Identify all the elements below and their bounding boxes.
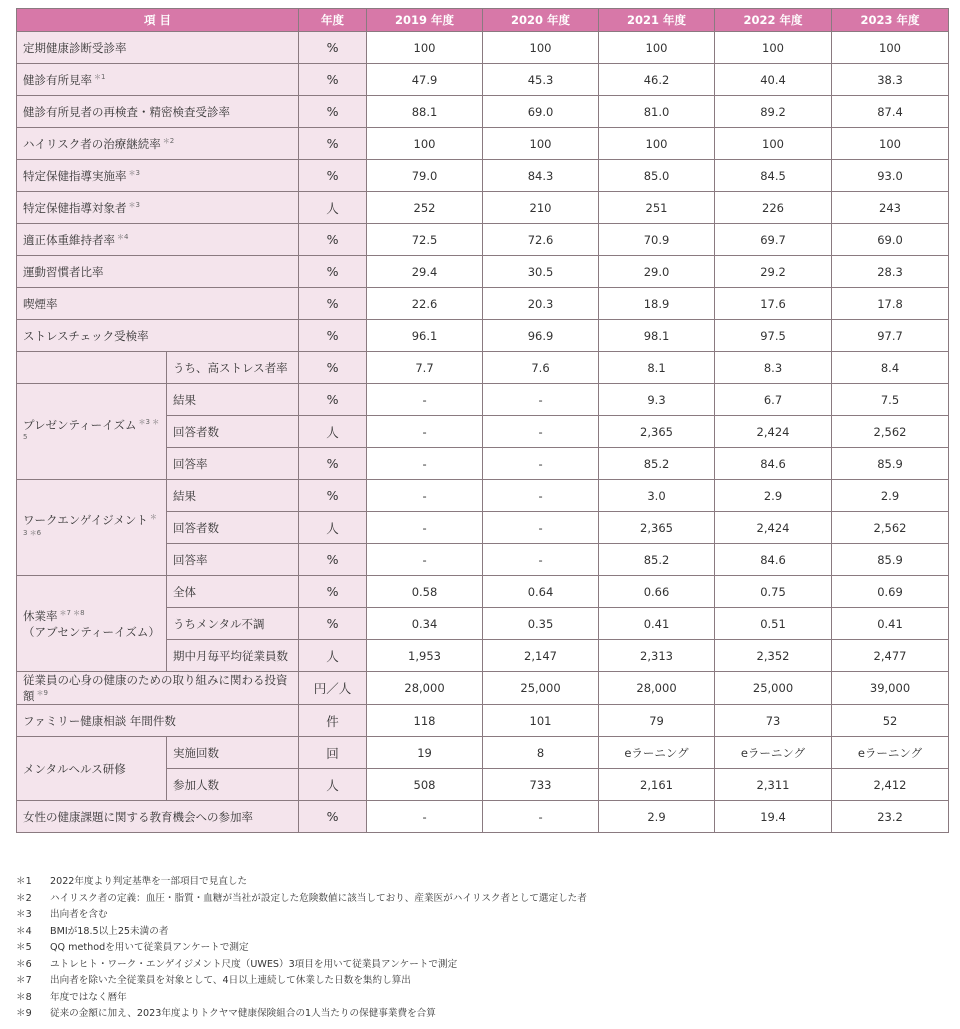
value-cell: 7.6 [483, 352, 599, 384]
footnote-ref: ＊3 ＊5 [23, 417, 160, 441]
value-cell: 23.2 [832, 801, 949, 833]
footnote [16, 990, 948, 1007]
value-cell: - [483, 544, 599, 576]
table-row [17, 480, 949, 512]
footnote-mark: ＊5 [16, 942, 32, 953]
value-cell: 96.1 [367, 320, 483, 352]
table-row [17, 705, 949, 737]
value-cell: 28.3 [832, 256, 949, 288]
row-label [17, 801, 299, 833]
sub-label: 回答率 [167, 544, 299, 576]
footnote-text: 2022年度より判定基準を一部項目で見直した [50, 876, 248, 887]
value-cell: 97.5 [715, 320, 832, 352]
footnote [16, 1006, 948, 1023]
sub-label: 回答者数 [167, 416, 299, 448]
value-cell: 9.3 [599, 384, 715, 416]
label-text: 特定保健指導実施率 [23, 168, 127, 183]
footnote-mark: ＊3 [16, 909, 32, 920]
value-cell: 2.9 [832, 480, 949, 512]
value-cell: 8.1 [599, 352, 715, 384]
value-cell: 2,562 [832, 512, 949, 544]
value-cell: 3.0 [599, 480, 715, 512]
unit-cell: % [299, 288, 367, 320]
label-text: ストレスチェック受検率 [23, 328, 149, 343]
value-cell: 2,161 [599, 769, 715, 801]
value-cell: eラーニング [599, 737, 715, 769]
sub-label: うち、高ストレス者率 [167, 352, 299, 384]
value-cell: 84.6 [715, 448, 832, 480]
value-cell: 2,365 [599, 416, 715, 448]
value-cell: 2,412 [832, 769, 949, 801]
value-cell: 0.66 [599, 576, 715, 608]
health-data-table [16, 8, 949, 833]
value-cell: 70.9 [599, 224, 715, 256]
value-cell: 2.9 [599, 801, 715, 833]
value-cell: 72.5 [367, 224, 483, 256]
unit-cell: % [299, 320, 367, 352]
table-row [17, 320, 949, 352]
value-cell: 25,000 [715, 672, 832, 705]
value-cell: 2,477 [832, 640, 949, 672]
value-cell: 2,424 [715, 512, 832, 544]
value-cell: 0.75 [715, 576, 832, 608]
unit-cell: 回 [299, 737, 367, 769]
label-text: ハイリスク者の治療継続率 [23, 136, 161, 151]
value-cell: eラーニング [715, 737, 832, 769]
header-year: 2020 年度 [483, 9, 599, 32]
label-text: 運動習慣者比率 [23, 264, 104, 279]
value-cell: 22.6 [367, 288, 483, 320]
table-row [17, 32, 949, 64]
row-label [17, 160, 299, 192]
value-cell: 8.4 [832, 352, 949, 384]
footnote-ref: ＊9 [36, 689, 48, 697]
sub-label: 期中月毎平均従業員数 [167, 640, 299, 672]
table-row [17, 96, 949, 128]
value-cell: 88.1 [367, 96, 483, 128]
unit-cell: % [299, 160, 367, 192]
value-cell: - [483, 801, 599, 833]
value-cell: 100 [715, 128, 832, 160]
value-cell: 243 [832, 192, 949, 224]
value-cell: 0.69 [832, 576, 949, 608]
value-cell: 45.3 [483, 64, 599, 96]
footnote-text: 出向者を含む [50, 909, 108, 920]
value-cell: 2,365 [599, 512, 715, 544]
value-cell: 100 [483, 32, 599, 64]
table-row [17, 160, 949, 192]
value-cell: - [367, 480, 483, 512]
value-cell: 118 [367, 705, 483, 737]
value-cell: 79 [599, 705, 715, 737]
row-label [17, 320, 299, 352]
table-row [17, 192, 949, 224]
value-cell: 85.0 [599, 160, 715, 192]
sub-label: 参加人数 [167, 769, 299, 801]
label-text: 喫煙率 [23, 296, 58, 311]
value-cell: 2,147 [483, 640, 599, 672]
unit-cell: % [299, 544, 367, 576]
label-text: ワークエンゲイジメント [23, 513, 148, 527]
value-cell: 85.2 [599, 544, 715, 576]
row-label [17, 672, 299, 705]
value-cell: 19.4 [715, 801, 832, 833]
footnote-text: QQ methodを用いて従業員アンケートで測定 [50, 942, 249, 953]
value-cell: 100 [599, 128, 715, 160]
value-cell: 100 [832, 128, 949, 160]
value-cell: 100 [599, 32, 715, 64]
value-cell: 46.2 [599, 64, 715, 96]
footnote [16, 891, 948, 908]
value-cell: 84.3 [483, 160, 599, 192]
header-row [17, 9, 949, 32]
value-cell: 85.2 [599, 448, 715, 480]
header-unit: 年度 [299, 9, 367, 32]
row-label [17, 192, 299, 224]
unit-cell: % [299, 448, 367, 480]
value-cell: - [483, 512, 599, 544]
value-cell: 100 [715, 32, 832, 64]
value-cell: 28,000 [599, 672, 715, 705]
unit-cell: 人 [299, 769, 367, 801]
row-label [17, 256, 299, 288]
group-label [17, 384, 167, 480]
label-text: 定期健康診断受診率 [23, 40, 127, 55]
footnote-ref: ＊3 [128, 200, 140, 209]
unit-cell: 人 [299, 640, 367, 672]
row-label [17, 128, 299, 160]
value-cell: 8 [483, 737, 599, 769]
table-row [17, 256, 949, 288]
label-text: 健診有所見者の再検査・精密検査受診率 [23, 104, 230, 119]
value-cell: - [483, 480, 599, 512]
value-cell: 18.9 [599, 288, 715, 320]
value-cell: - [367, 448, 483, 480]
table-row [17, 224, 949, 256]
value-cell: 0.34 [367, 608, 483, 640]
value-cell: - [483, 384, 599, 416]
label-text: 従業員の心身の健康のための取り組みに関わる投資額 [23, 673, 288, 703]
table-row [17, 576, 949, 608]
footnote [16, 924, 948, 941]
value-cell: 508 [367, 769, 483, 801]
value-cell: 19 [367, 737, 483, 769]
sub-label: うちメンタル不調 [167, 608, 299, 640]
value-cell: 40.4 [715, 64, 832, 96]
value-cell: 85.9 [832, 544, 949, 576]
footnote [16, 940, 948, 957]
unit-cell: % [299, 64, 367, 96]
row-label [17, 705, 299, 737]
unit-cell: 件 [299, 705, 367, 737]
footnote-text: 従来の金額に加え、2023年度よりトクヤマ健康保険組合の1人当たりの保健事業費を合算 [50, 1008, 436, 1019]
label-text: 適正体重維持者率 [23, 232, 115, 247]
value-cell: 81.0 [599, 96, 715, 128]
value-cell: 38.3 [832, 64, 949, 96]
value-cell: 87.4 [832, 96, 949, 128]
value-cell: 69.0 [483, 96, 599, 128]
value-cell: 2,562 [832, 416, 949, 448]
footnotes [16, 874, 948, 1023]
footnote-text: 年度ではなく暦年 [50, 991, 127, 1003]
label-text: メンタルヘルス研修 [23, 761, 126, 776]
value-cell: - [367, 801, 483, 833]
value-cell: 2,311 [715, 769, 832, 801]
table-body [17, 32, 949, 833]
sub-label: 回答者数 [167, 512, 299, 544]
group-label [17, 576, 167, 672]
value-cell: 7.7 [367, 352, 483, 384]
footnote [16, 907, 948, 924]
unit-cell: % [299, 384, 367, 416]
group-label [17, 737, 167, 801]
value-cell: 210 [483, 192, 599, 224]
table-row [17, 737, 949, 769]
value-cell: 252 [367, 192, 483, 224]
header-year: 2023 年度 [832, 9, 949, 32]
table-row [17, 352, 949, 384]
footnote-ref: ＊3 [128, 168, 140, 177]
header-year: 2022 年度 [715, 9, 832, 32]
value-cell: 28,000 [367, 672, 483, 705]
value-cell: 0.58 [367, 576, 483, 608]
value-cell: 2,424 [715, 416, 832, 448]
footnote [16, 973, 948, 990]
value-cell: 69.7 [715, 224, 832, 256]
footnote-mark: ＊8 [16, 991, 32, 1003]
value-cell: - [483, 416, 599, 448]
value-cell: - [367, 416, 483, 448]
footnote-mark: ＊2 [16, 892, 32, 904]
unit-cell: % [299, 608, 367, 640]
value-cell: 29.2 [715, 256, 832, 288]
value-cell: 89.2 [715, 96, 832, 128]
unit-cell: % [299, 128, 367, 160]
label-text: 女性の健康課題に関する教育機会への参加率 [23, 809, 253, 824]
unit-cell: % [299, 801, 367, 833]
unit-cell: % [299, 256, 367, 288]
unit-cell: 円／人 [299, 672, 367, 705]
value-cell: 52 [832, 705, 949, 737]
footnote-ref: ＊1 [94, 72, 106, 81]
table-row [17, 801, 949, 833]
value-cell: 100 [832, 32, 949, 64]
value-cell: 0.41 [599, 608, 715, 640]
value-cell: 73 [715, 705, 832, 737]
value-cell: 7.5 [832, 384, 949, 416]
value-cell: 2,313 [599, 640, 715, 672]
value-cell: 20.3 [483, 288, 599, 320]
sub-label: 結果 [167, 480, 299, 512]
value-cell: 25,000 [483, 672, 599, 705]
unit-cell: % [299, 224, 367, 256]
footnote [16, 957, 948, 974]
value-cell: - [483, 448, 599, 480]
label-subtext: （アブセンティーイズム） [23, 624, 160, 639]
value-cell: 101 [483, 705, 599, 737]
unit-cell: % [299, 32, 367, 64]
value-cell: 0.51 [715, 608, 832, 640]
footnote-mark: ＊7 [16, 975, 32, 986]
sub-label: 実施回数 [167, 737, 299, 769]
sub-label: 結果 [167, 384, 299, 416]
row-label [17, 64, 299, 96]
value-cell: 733 [483, 769, 599, 801]
value-cell: 2.9 [715, 480, 832, 512]
value-cell: 30.5 [483, 256, 599, 288]
value-cell: 0.41 [832, 608, 949, 640]
value-cell: 100 [367, 128, 483, 160]
footnote-text: ユトレヒト・ワーク・エンゲイジメント尺度（UWES）3項目を用いて従業員アンケートで測定 [50, 958, 458, 970]
footnote-ref: ＊7 ＊8 [59, 608, 85, 617]
footnote-mark: ＊6 [16, 958, 32, 970]
footnote-mark: ＊9 [16, 1008, 32, 1019]
table-row [17, 288, 949, 320]
footnote-mark: ＊1 [16, 876, 32, 887]
footnote-text: ハイリスク者の定義：血圧・脂質・血糖が当社が設定した危険数値に該当しており、産業医がハイリスク者として選定した者 [50, 892, 587, 904]
value-cell: 79.0 [367, 160, 483, 192]
value-cell: 100 [483, 128, 599, 160]
footnote-text: BMIが18.5以上25未満の者 [50, 925, 169, 937]
value-cell: - [367, 384, 483, 416]
value-cell: 1,953 [367, 640, 483, 672]
row-label [17, 32, 299, 64]
value-cell: 2,352 [715, 640, 832, 672]
value-cell: 84.6 [715, 544, 832, 576]
value-cell: 93.0 [832, 160, 949, 192]
table-row [17, 672, 949, 705]
label-text: ファミリー健康相談 年間件数 [23, 713, 176, 728]
footnote [16, 874, 948, 891]
value-cell: 100 [367, 32, 483, 64]
value-cell: 0.64 [483, 576, 599, 608]
label-text: 健診有所見率 [23, 72, 92, 87]
value-cell: eラーニング [832, 737, 949, 769]
unit-cell: 人 [299, 192, 367, 224]
value-cell: 97.7 [832, 320, 949, 352]
value-cell: 39,000 [832, 672, 949, 705]
unit-cell: 人 [299, 512, 367, 544]
value-cell: 226 [715, 192, 832, 224]
value-cell: 8.3 [715, 352, 832, 384]
row-label [17, 288, 299, 320]
value-cell: 251 [599, 192, 715, 224]
group-label [17, 480, 167, 576]
value-cell: 69.0 [832, 224, 949, 256]
value-cell: 29.4 [367, 256, 483, 288]
value-cell: 17.6 [715, 288, 832, 320]
value-cell: 47.9 [367, 64, 483, 96]
unit-cell: % [299, 480, 367, 512]
unit-cell: % [299, 576, 367, 608]
footnote-ref: ＊4 [117, 232, 129, 241]
header-item: 項 目 [17, 9, 299, 32]
blank-label-cell [17, 352, 167, 384]
value-cell: 84.5 [715, 160, 832, 192]
footnote-ref: ＊2 [162, 136, 175, 145]
header-year: 2021 年度 [599, 9, 715, 32]
footnote-text: 出向者を除いた全従業員を対象として、4日以上連続して休業した日数を集約し算出 [50, 975, 411, 986]
unit-cell: 人 [299, 416, 367, 448]
row-label [17, 224, 299, 256]
value-cell: 85.9 [832, 448, 949, 480]
unit-cell: % [299, 96, 367, 128]
value-cell: 6.7 [715, 384, 832, 416]
value-cell: 72.6 [483, 224, 599, 256]
value-cell: 96.9 [483, 320, 599, 352]
label-text: プレゼンティーイズム [23, 417, 137, 432]
value-cell: - [367, 544, 483, 576]
table-row [17, 128, 949, 160]
sub-label: 全体 [167, 576, 299, 608]
row-label [17, 96, 299, 128]
label-text: 特定保健指導対象者 [23, 200, 127, 215]
footnote-mark: ＊4 [16, 925, 32, 937]
sub-label: 回答率 [167, 448, 299, 480]
unit-cell: % [299, 352, 367, 384]
label-text: 休業率 [23, 608, 58, 623]
footnote-ref: ＊3 ＊6 [23, 513, 157, 537]
table-row [17, 64, 949, 96]
table-row [17, 384, 949, 416]
value-cell: 98.1 [599, 320, 715, 352]
value-cell: 0.35 [483, 608, 599, 640]
header-year: 2019 年度 [367, 9, 483, 32]
value-cell: 29.0 [599, 256, 715, 288]
value-cell: - [367, 512, 483, 544]
value-cell: 17.8 [832, 288, 949, 320]
